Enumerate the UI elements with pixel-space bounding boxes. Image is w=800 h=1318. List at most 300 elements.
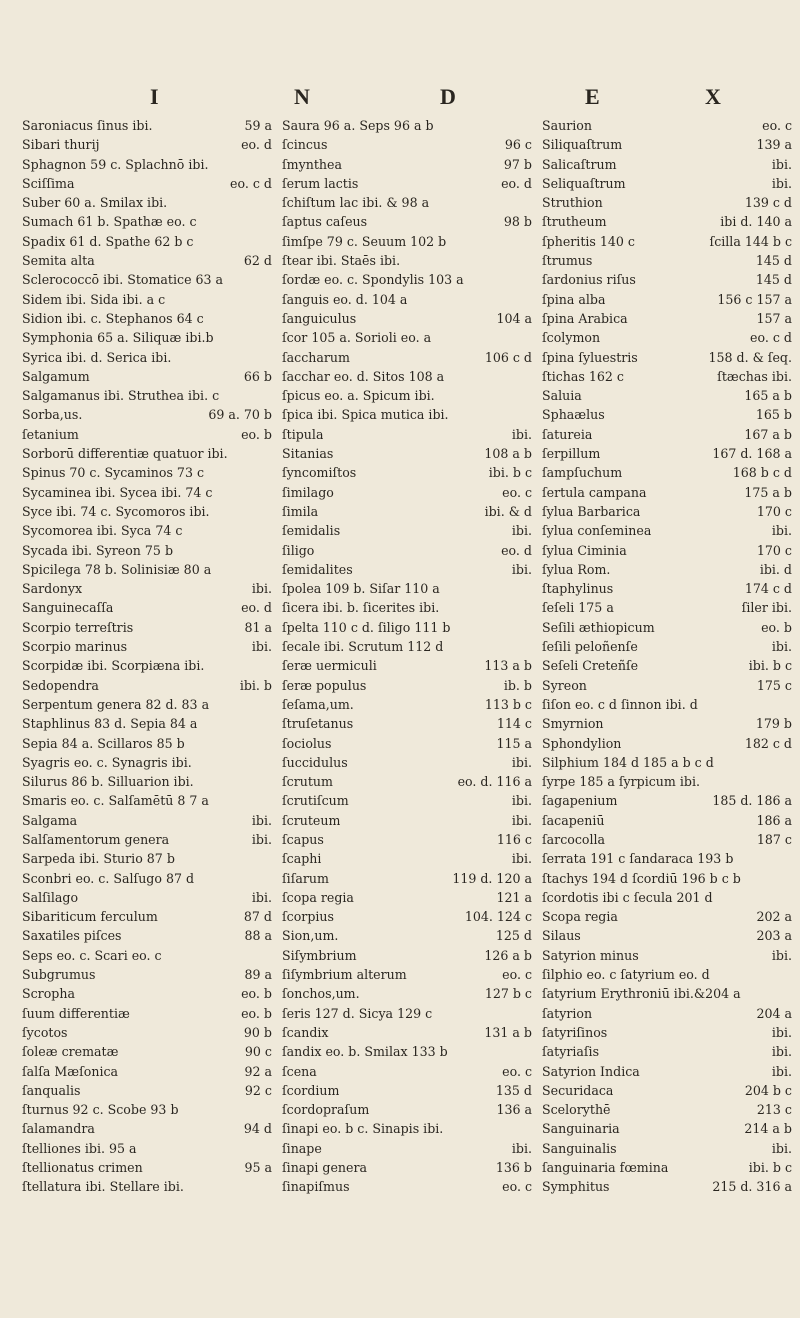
index-entry [542, 425, 792, 444]
entry-reference: 179 b [755, 716, 792, 732]
entry-term: ſampſuchum [542, 465, 623, 481]
entry-term: Siliquaſtrum [542, 137, 623, 153]
index-entry [282, 116, 532, 135]
entry-reference [528, 637, 532, 656]
entry-term: ſiſarum [282, 870, 329, 886]
index-entry [282, 1139, 532, 1158]
entry-reference: ibi. [771, 523, 792, 539]
index-entry [542, 772, 792, 791]
index-entry [542, 579, 792, 598]
entry-reference [788, 695, 792, 714]
entry-reference: ibi. [251, 889, 272, 905]
index-entry [22, 618, 272, 637]
index-entry [282, 926, 532, 945]
entry-term: ſatyriſinos [542, 1024, 608, 1040]
index-entry [542, 483, 792, 502]
entry-reference: 185 d. 186 a [712, 793, 792, 809]
entry-reference: 204 b c [744, 1082, 792, 1098]
entry-term: ſacapeniū [542, 812, 605, 828]
entry-reference: ſiler ibi. [741, 600, 792, 616]
entry-term: ſpina ſyluestris [542, 349, 638, 365]
index-entry [542, 637, 792, 656]
index-entry [282, 502, 532, 521]
entry-term: ſinapi eo. b c. Sinapis ibi. [282, 1121, 444, 1137]
entry-reference: 165 b [755, 407, 792, 423]
entry-term: ſcolymon [542, 330, 601, 346]
index-entry [542, 676, 792, 695]
index-entry [282, 888, 532, 907]
entry-reference: eo. c d [750, 330, 792, 346]
entry-reference [268, 193, 272, 212]
entry-term: Sarpeda ibi. Sturio 87 b [22, 851, 175, 867]
index-entry [282, 155, 532, 174]
index-entry [282, 734, 532, 753]
entry-reference: 174 c d [744, 581, 792, 597]
index-entry [22, 1177, 272, 1196]
index-entry [542, 791, 792, 810]
entry-term: Scorpidæ ibi. Scorpiæna ibi. [22, 658, 205, 674]
entry-term: Seſeli Creteñſe [542, 658, 639, 674]
entry-reference: 175 a b [744, 484, 792, 500]
entry-reference: ib. b [503, 677, 532, 693]
entry-term: Spicilega 78 b. Solinisiæ 80 a [22, 561, 212, 577]
entry-term: ſcrutum [282, 774, 333, 790]
entry-reference: eo. c [502, 484, 532, 500]
index-entry [542, 946, 792, 965]
index-entry [282, 135, 532, 154]
entry-reference: 81 a [244, 619, 272, 635]
index-entry [282, 541, 532, 560]
entry-term: ſanguis eo. d. 104 a [282, 291, 408, 307]
entry-term: ſanguiculus [282, 310, 357, 326]
entry-term: ſicera ibi. b. ſicerites ibi. [282, 600, 440, 616]
index-entry [282, 521, 532, 540]
entry-term: ſcapus [282, 831, 324, 847]
entry-term: Sanguinecaſſa [22, 600, 114, 616]
entry-term: Saxatiles piſces [22, 928, 122, 944]
index-entry [22, 1042, 272, 1061]
index-entry [282, 193, 532, 212]
index-entry [282, 1004, 532, 1023]
entry-term: ſylua Ciminia [542, 542, 627, 558]
entry-reference: 186 a [756, 812, 792, 828]
entry-term: Salgamanus ibi. Struthea ibi. c [22, 388, 220, 404]
entry-reference [268, 502, 272, 521]
entry-reference [788, 965, 792, 984]
entry-term: ſcincus [282, 137, 328, 153]
index-entry [22, 348, 272, 367]
entry-term: Scelorythē [542, 1102, 611, 1118]
entry-reference: 113 a b [484, 658, 532, 674]
entry-term: Satyrion Indica [542, 1063, 640, 1079]
index-entry [282, 386, 532, 405]
entry-term: ſpheritis 140 c [542, 233, 635, 249]
index-entry [22, 869, 272, 888]
entry-term: Sidion ibi. c. Stephanos 64 c [22, 310, 204, 326]
entry-reference: 113 b c [484, 696, 532, 712]
entry-reference: 204 a [756, 1005, 792, 1021]
entry-term: Silaus [542, 928, 581, 944]
entry-reference: eo. b [241, 426, 272, 442]
index-entry [282, 791, 532, 810]
index-entry [542, 1119, 792, 1138]
index-entry [22, 386, 272, 405]
entry-reference [268, 483, 272, 502]
entry-reference: ibi. [771, 1140, 792, 1156]
index-entry [542, 463, 792, 482]
entry-reference: eo. b [761, 619, 792, 635]
index-entry [22, 965, 272, 984]
index-entry [22, 425, 272, 444]
entry-term: Saura 96 a. Seps 96 a b [282, 118, 434, 133]
index-entry [22, 270, 272, 289]
entry-reference [268, 560, 272, 579]
entry-reference: 62 d [243, 253, 272, 269]
index-entry [542, 1177, 792, 1196]
index-entry [542, 1004, 792, 1023]
entry-reference: eo. c [502, 1063, 532, 1079]
entry-term: ſeſili peloñenſe [542, 639, 638, 655]
entry-reference: 156 c 157 a [717, 291, 792, 307]
entry-reference: eo. c [502, 967, 532, 983]
index-entry [282, 463, 532, 482]
index-entry [22, 830, 272, 849]
entry-term: ſyncomiſtos [282, 465, 357, 481]
entry-term: ſcordium [282, 1082, 340, 1098]
index-entry [282, 1023, 532, 1042]
entry-reference: 170 c [756, 542, 792, 558]
index-entry [22, 791, 272, 810]
entry-term: ſcrutiſcum [282, 793, 349, 809]
entry-term: Sumach 61 b. Spathæ eo. c [22, 214, 197, 230]
index-entry [542, 348, 792, 367]
entry-term: ſcandix [282, 1024, 329, 1040]
index-entry [542, 251, 792, 270]
entry-term: Sorborū differentiæ quatuor ibi. [22, 446, 228, 462]
entry-reference [268, 714, 272, 733]
index-entry [542, 965, 792, 984]
entry-term: ſtellatura ibi. Stellare ibi. [22, 1179, 184, 1195]
entry-reference: ibi. [251, 831, 272, 847]
entry-term: ſpolea 109 b. Siſar 110 a [282, 581, 440, 597]
entry-term: ſeræ uermiculi [282, 658, 377, 674]
entry-reference: ibi. b c [748, 1160, 792, 1176]
index-entry [22, 1119, 272, 1138]
index-entry [542, 1100, 792, 1119]
entry-reference: eo. d [241, 137, 272, 153]
entry-term: ſycotos [22, 1024, 68, 1040]
entry-reference [528, 618, 532, 637]
entry-term: ſinapi genera [282, 1160, 368, 1176]
entry-reference: ibi. & d [484, 503, 532, 519]
index-entry [22, 541, 272, 560]
entry-term: Silphium 184 d 185 a b c d [542, 754, 714, 770]
entry-reference: ibi. b c [488, 465, 532, 481]
entry-reference: ibi d. 140 a [720, 214, 792, 230]
entry-reference: 116 c [496, 831, 532, 847]
header-letter: I [150, 84, 159, 109]
entry-term: ſinapiſmus [282, 1179, 350, 1195]
entry-term: ſcor 105 a. Sorioli eo. a [282, 330, 432, 346]
entry-reference: 115 a [496, 735, 532, 751]
entry-reference: 215 d. 316 a [712, 1179, 792, 1195]
index-entry [22, 772, 272, 791]
entry-reference: 90 b [243, 1024, 272, 1040]
entry-term: ſtruſetanus [282, 716, 354, 732]
index-entry [22, 463, 272, 482]
index-entry [282, 811, 532, 830]
index-entry [282, 290, 532, 309]
entry-reference: 158 d. & ſeq. [708, 349, 792, 365]
entry-reference [268, 791, 272, 810]
entry-reference [788, 888, 792, 907]
entry-term: Sedopendra [22, 677, 99, 693]
entry-term: ſylua Barbarica [542, 503, 641, 519]
index-entry [22, 714, 272, 733]
index-entry [282, 1042, 532, 1061]
entry-term: Sclerococcō ibi. Stomatice 63 a [22, 272, 224, 288]
entry-reference [268, 444, 272, 463]
entry-term: ſtellionatus crimen [22, 1160, 143, 1176]
entry-reference: ibi. [771, 156, 792, 172]
entry-reference: 87 d [243, 909, 272, 925]
entry-term: ſtaphylinus [542, 581, 614, 597]
entry-reference [528, 290, 532, 309]
index-entry [542, 521, 792, 540]
entry-term: Sorba,us. [22, 407, 83, 423]
entry-reference [528, 579, 532, 598]
entry-reference: 92 c [244, 1082, 272, 1098]
entry-term: ſanqualis [22, 1082, 81, 1098]
index-entry [282, 907, 532, 926]
entry-term: Saurion [542, 118, 592, 133]
entry-reference [268, 772, 272, 791]
entry-term: ſtrutheum [542, 214, 607, 230]
entry-term: Symphonia 65 a. Siliquæ ibi.b [22, 330, 214, 346]
index-entry [542, 1062, 792, 1081]
index-entry [542, 734, 792, 753]
entry-reference: 135 d [495, 1082, 532, 1098]
index-entry [542, 212, 792, 231]
entry-term: Syagris eo. c. Synagris ibi. [22, 754, 192, 770]
entry-reference [528, 1042, 532, 1061]
index-entry [542, 1042, 792, 1061]
index-entry [542, 270, 792, 289]
entry-term: Smyrnion [542, 716, 604, 732]
entry-reference [788, 849, 792, 868]
index-entry [22, 637, 272, 656]
index-entry [282, 984, 532, 1003]
entry-term: ſatyrium Erythroniū ibi.&204 a [542, 986, 741, 1002]
entry-reference [268, 1100, 272, 1119]
entry-term: Sanguinalis [542, 1140, 617, 1156]
entry-reference: 145 d [755, 253, 792, 269]
entry-reference: 125 d [495, 928, 532, 944]
index-entry [542, 753, 792, 772]
entry-term: Sycada ibi. Syreon 75 b [22, 542, 174, 558]
entry-reference: 139 a [756, 137, 792, 153]
index-entry [282, 328, 532, 347]
entry-term: ſalamandra [22, 1121, 95, 1137]
index-entry [282, 598, 532, 617]
entry-reference: eo. c [502, 1179, 532, 1195]
index-entry [282, 618, 532, 637]
entry-term: ſtrumus [542, 253, 593, 269]
entry-reference [268, 212, 272, 231]
entry-term: ſcruteum [282, 812, 341, 828]
index-entry [22, 232, 272, 251]
entry-reference: 69 a. 70 b [208, 407, 272, 423]
entry-term: Smaris eo. c. Salſamētū 8 7 a [22, 793, 209, 809]
entry-reference: ibi. [511, 754, 532, 770]
index-entry [542, 1158, 792, 1177]
entry-term: ſerpillum [542, 446, 601, 462]
index-entry [282, 1100, 532, 1119]
entry-term: ſagapenium [542, 793, 618, 809]
entry-term: Securidaca [542, 1082, 614, 1098]
entry-reference: ibi. b c [748, 658, 792, 674]
entry-reference: eo. d [241, 600, 272, 616]
entry-reference: ibi. b [239, 677, 272, 693]
entry-reference: 136 b [495, 1160, 532, 1176]
index-entry [282, 348, 532, 367]
entry-term: ſimſpe 79 c. Seuum 102 b [282, 233, 447, 249]
entry-reference [268, 348, 272, 367]
entry-term: ſimilago [282, 484, 334, 500]
index-entry [282, 1158, 532, 1177]
entry-reference: 131 a b [484, 1024, 532, 1040]
entry-term: ſiſymbrium alterum [282, 967, 407, 983]
entry-reference: 108 a b [484, 446, 532, 462]
index-entry [542, 714, 792, 733]
entry-term: Saroniacus ſinus ibi. [22, 118, 153, 133]
entry-reference: ibi. [511, 1140, 532, 1156]
entry-reference [268, 695, 272, 714]
entry-term: ſiligo [282, 542, 315, 558]
entry-reference: 104 a [496, 310, 532, 326]
entry-term: ſcordopraſum [282, 1102, 370, 1118]
entry-term: Seſili æthiopicum [542, 619, 655, 635]
index-entry [282, 965, 532, 984]
entry-reference: 168 b c d [732, 465, 792, 481]
index-entry [22, 405, 272, 424]
index-entry [282, 367, 532, 386]
index-entry [542, 1023, 792, 1042]
entry-term: Struthion [542, 195, 603, 211]
entry-term: ſatyrion [542, 1005, 593, 1021]
index-entry [542, 541, 792, 560]
entry-term: Scopa regia [542, 909, 618, 925]
entry-term: ſinape [282, 1140, 322, 1156]
index-entry [22, 926, 272, 945]
entry-reference [528, 116, 532, 135]
entry-reference: 119 d. 120 a [452, 870, 532, 886]
entry-reference [268, 541, 272, 560]
entry-reference [528, 232, 532, 251]
index-entry [542, 869, 792, 888]
index-entry [542, 656, 792, 675]
entry-reference [268, 869, 272, 888]
entry-reference [528, 1119, 532, 1138]
entry-reference: eo. c d [230, 175, 272, 191]
entry-reference: 175 c [756, 677, 792, 693]
index-entry [282, 772, 532, 791]
index-entry [282, 579, 532, 598]
entry-reference: 96 c [504, 137, 532, 153]
entry-term: ſyrpe 185 a ſyrpicum ibi. [542, 774, 700, 790]
entry-reference: ſtæchas ibi. [717, 368, 792, 384]
index-entry [282, 1081, 532, 1100]
entry-term: Sphagnon 59 c. Splachnō ibi. [22, 156, 209, 172]
entry-term: Sciſſima [22, 175, 75, 191]
header-letter: D [440, 84, 456, 109]
index-entry [542, 116, 792, 135]
entry-term: Semita alta [22, 253, 95, 269]
entry-reference: eo. b [241, 986, 272, 1002]
entry-term: ſmynthea [282, 156, 342, 172]
index-entry [22, 734, 272, 753]
entry-reference [268, 290, 272, 309]
index-entry [22, 135, 272, 154]
entry-reference: 139 c d [744, 195, 792, 211]
entry-term: Satyrion minus [542, 947, 639, 963]
entry-reference [268, 521, 272, 540]
entry-reference: 90 c [244, 1044, 272, 1060]
entry-reference [788, 772, 792, 791]
entry-term: ſchiſtum lac ibi. & 98 a [282, 195, 430, 211]
entry-term: ſordæ eo. c. Spondylis 103 a [282, 272, 464, 288]
entry-reference: 106 c d [484, 349, 532, 365]
entry-term: Sconbri eo. c. Salſugo 87 d [22, 870, 195, 886]
entry-term: Salſilago [22, 889, 79, 905]
index-entry [282, 309, 532, 328]
entry-reference [788, 984, 792, 1003]
index-entry [542, 1139, 792, 1158]
index-entry [22, 811, 272, 830]
index-entry [542, 984, 792, 1003]
entry-reference [528, 405, 532, 424]
index-entry [282, 676, 532, 695]
entry-term: Siſymbrium [282, 947, 357, 963]
entry-term: ſemidalis [282, 523, 341, 539]
entry-term: Scorpio terreſtris [22, 619, 134, 635]
entry-term: ſalſa Mæſonica [22, 1063, 119, 1079]
index-entry [282, 174, 532, 193]
entry-term: ſociolus [282, 735, 332, 751]
entry-term: ſcorpius [282, 909, 334, 925]
index-entry [282, 830, 532, 849]
entry-term: ſacchar eo. d. Sitos 108 a [282, 368, 445, 384]
index-entry [542, 290, 792, 309]
entry-term: ſpina alba [542, 291, 606, 307]
entry-term: ſtipula [282, 426, 324, 442]
entry-term: Syreon [542, 677, 587, 693]
entry-term: ſylua conſeminea [542, 523, 652, 539]
entry-reference: eo. d [501, 175, 532, 191]
index-entry [542, 618, 792, 637]
entry-reference [268, 232, 272, 251]
entry-term: ſonchos,um. [282, 986, 360, 1002]
entry-term: Sycaminea ibi. Sycea ibi. 74 c [22, 484, 213, 500]
entry-reference: eo. b [241, 1005, 272, 1021]
header-letter: X [705, 84, 721, 109]
entry-term: ſeris 127 d. Sicya 129 c [282, 1005, 433, 1021]
entry-term: ſpicus eo. a. Spicum ibi. [282, 388, 435, 404]
entry-reference [268, 734, 272, 753]
index-entry [22, 502, 272, 521]
entry-reference: ibi. [771, 1063, 792, 1079]
entry-term: Suber 60 a. Smilax ibi. [22, 195, 168, 211]
